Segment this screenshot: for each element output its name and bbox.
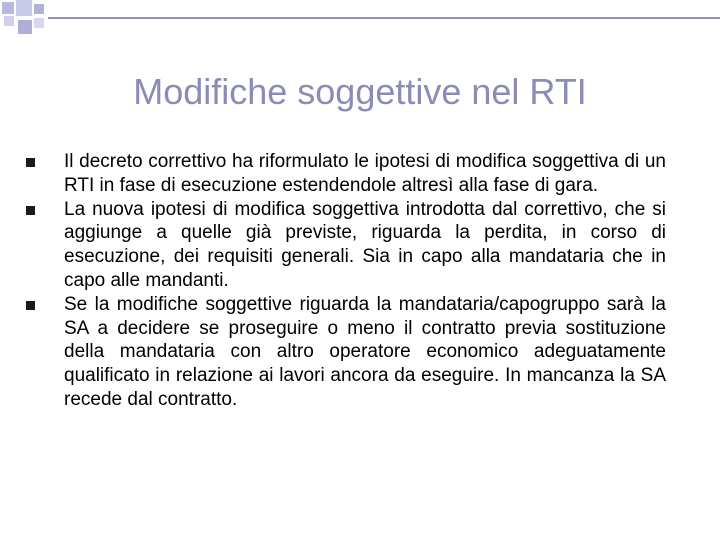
header-rule [48, 17, 720, 19]
square-bullet-icon [26, 158, 35, 167]
decor-square [2, 2, 14, 14]
slide-title: Modifiche soggettive nel RTI [133, 71, 587, 112]
header-decoration [0, 0, 720, 40]
decor-square [16, 0, 32, 16]
bullet-text: La nuova ipotesi di modifica soggettiva introdotta dal correttivo, che si aggiunge a quelle già previste, riguarda la perdita, in corso di esecuzione, dei requisiti generali. Sia in capo alla mandataria che in capo alle mandanti. [64, 198, 666, 291]
decor-square [4, 16, 14, 26]
square-bullet-icon [26, 206, 35, 215]
bullet-item [64, 198, 666, 293]
square-bullet-icon [26, 301, 35, 310]
decor-square [18, 20, 32, 34]
bullet-text: Se la modifiche soggettive riguarda la mandataria/capogruppo sarà la SA a decidere se proseguire o meno il contratto previa sostituzione della mandataria con altro operatore economico adeguatamente qualificato in relazione ai lavori ancora da eseguire. In mancanza la SA recede dal contratto. [64, 293, 666, 410]
bullet-item [64, 293, 666, 412]
bullet-text: Il decreto correttivo ha riformulato le ipotesi di modifica soggettiva di un RTI in fase di esecuzione estendendole altresì alla fase di gara. [64, 151, 666, 196]
bullet-item [64, 150, 666, 198]
decor-square [34, 18, 44, 28]
decor-square [34, 4, 44, 14]
bullet-list [64, 150, 666, 412]
